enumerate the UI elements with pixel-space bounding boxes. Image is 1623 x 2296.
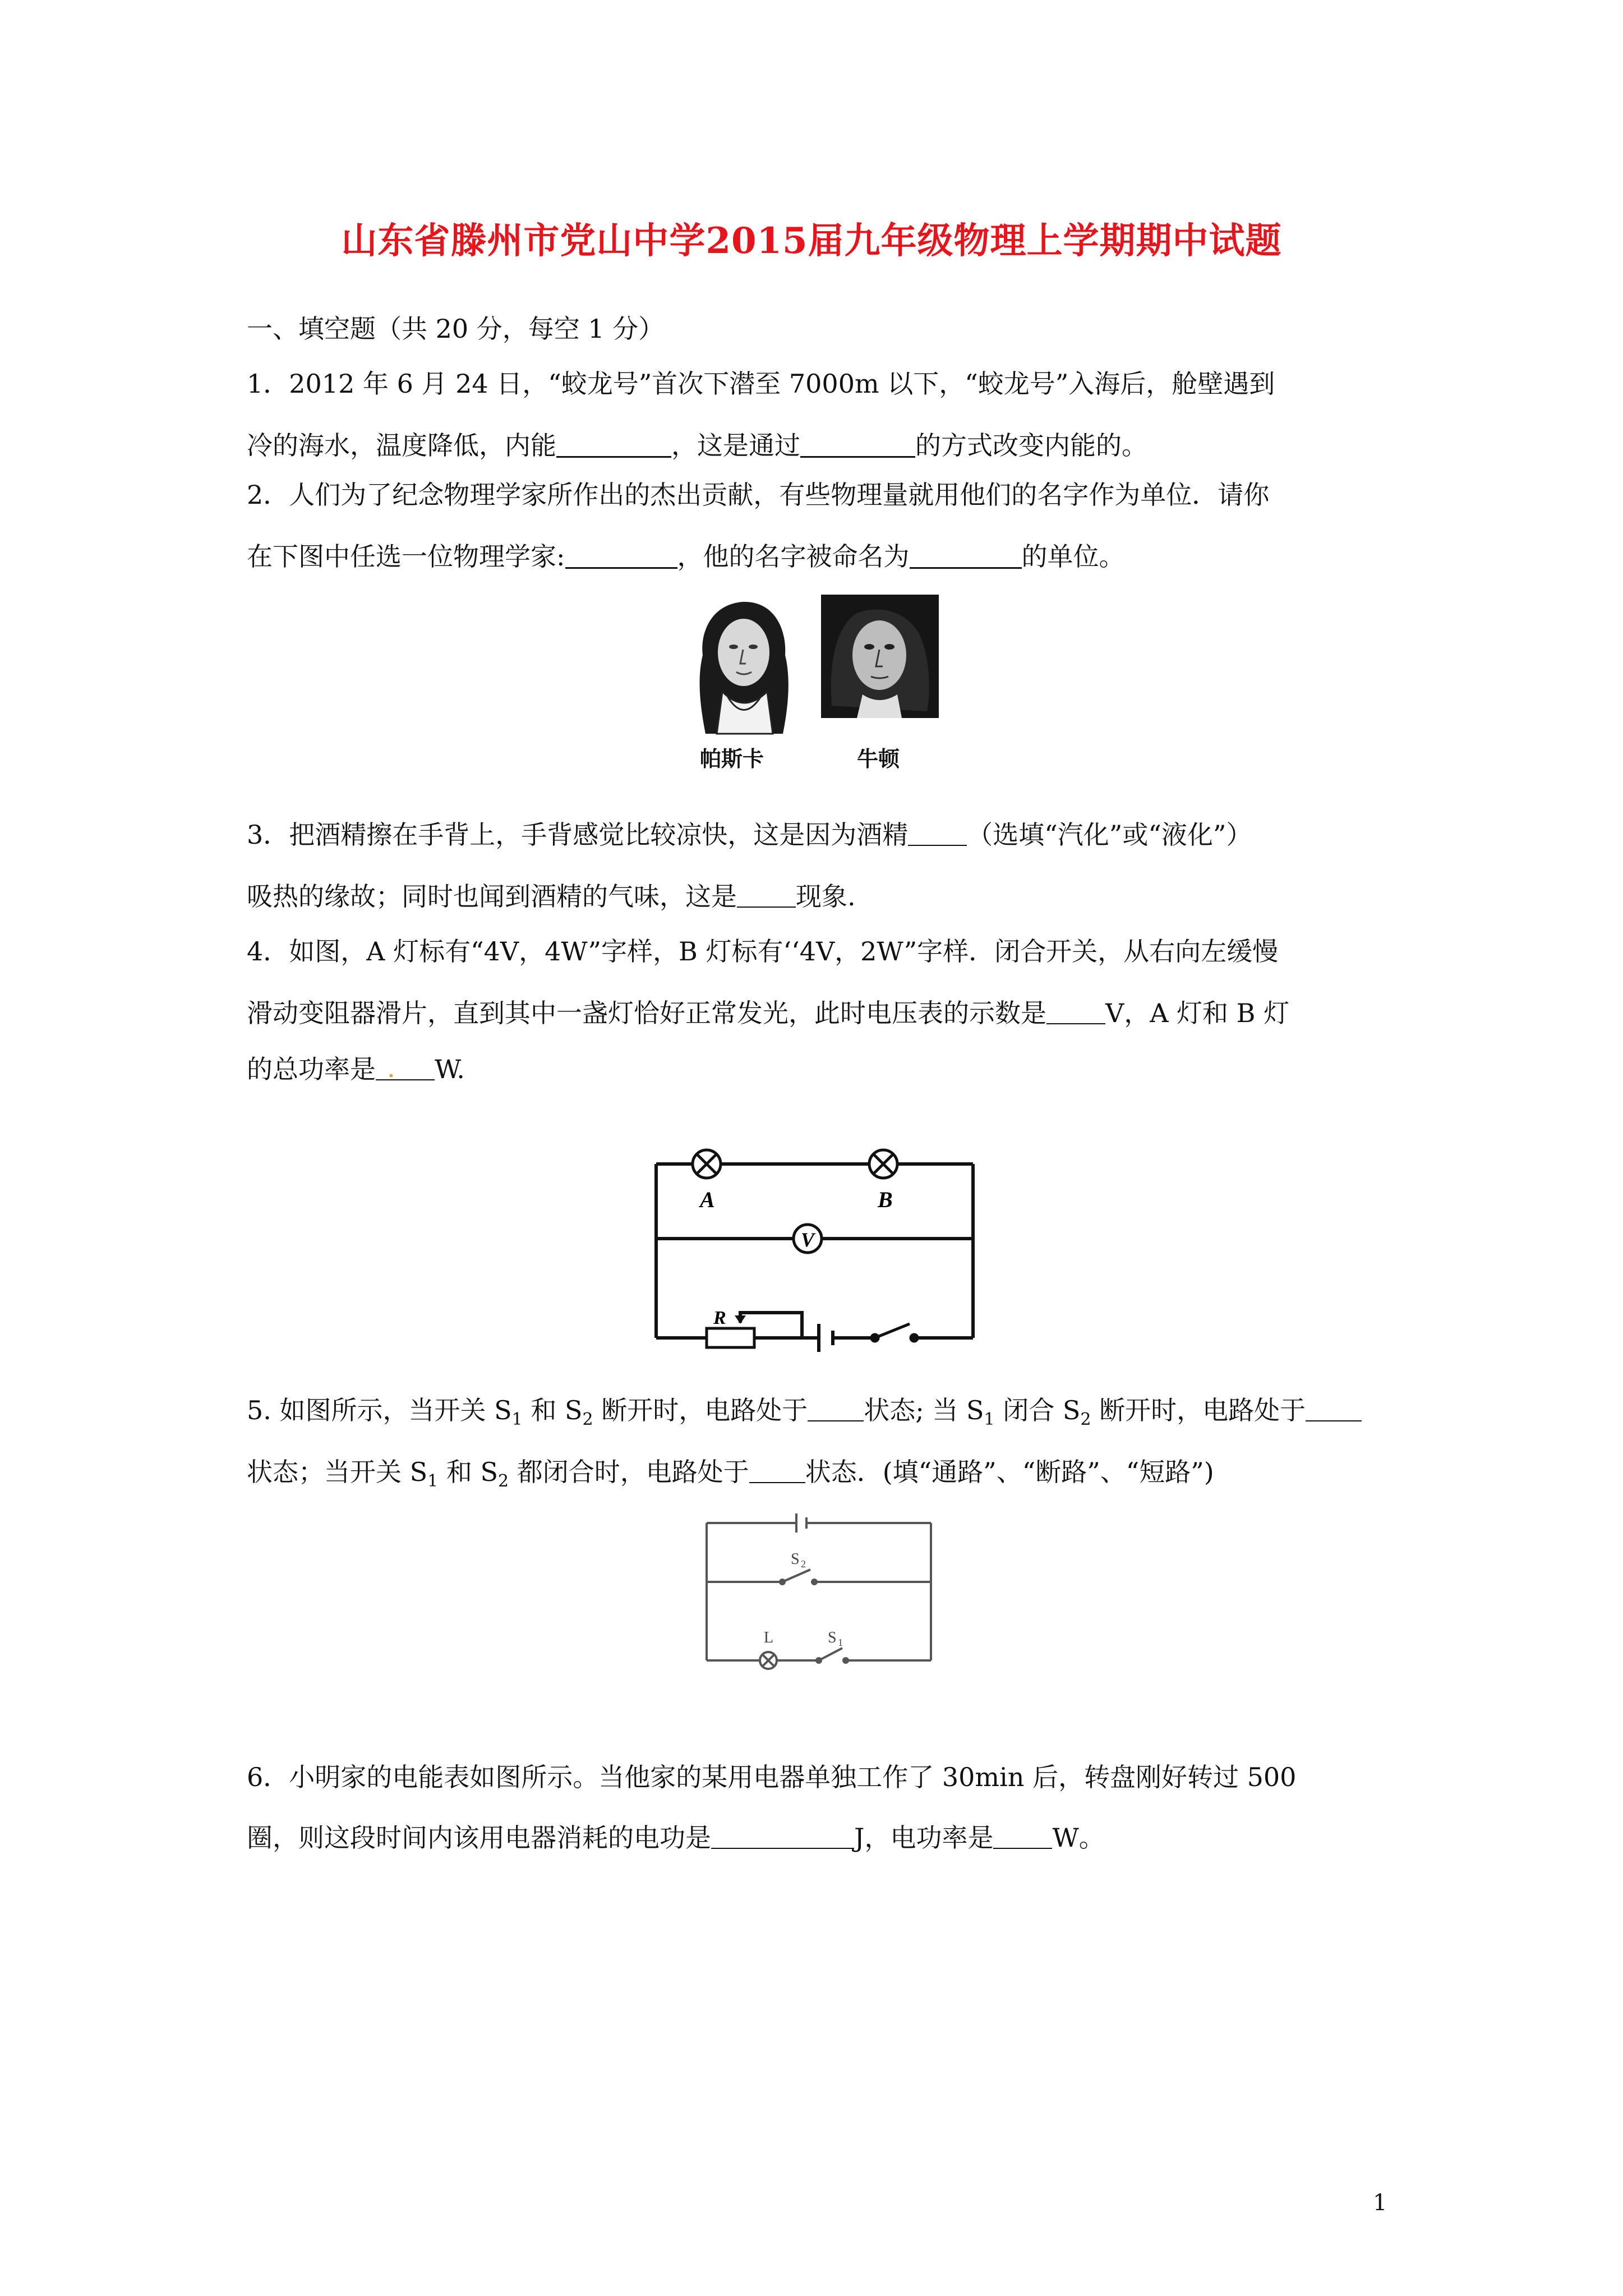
q6-text-c: W。	[1052, 1823, 1105, 1853]
q5-text-b: 和 S	[522, 1395, 583, 1425]
q5-sub-3: 1	[984, 1410, 995, 1429]
lamp-l	[760, 1652, 777, 1669]
caption-pascal: 帕斯卡	[700, 747, 764, 771]
voltmeter	[794, 1225, 822, 1253]
q1-text-a: 冷的海水，温度降低，内能	[247, 430, 556, 461]
q6-text-a: 圈，则这段时间内该用电器消耗的电功是	[247, 1823, 711, 1853]
q4-orange-dot: .	[387, 1052, 395, 1083]
rheostat-label: R	[713, 1308, 726, 1328]
q3-text-b: （选填“汽化”或“液化”）	[967, 820, 1252, 850]
question-4-line-3	[247, 1049, 465, 1086]
q5-blank-1[interactable]	[808, 1397, 864, 1421]
lamp-l-label: L	[764, 1629, 774, 1646]
q1-text-b: ，这是通过	[671, 430, 800, 461]
pascal-portrait	[691, 595, 796, 738]
q2-text-a: 在下图中任选一位物理学家:	[247, 541, 565, 572]
q3-blank-2[interactable]	[737, 884, 796, 908]
switch	[872, 1324, 917, 1341]
q4-blank-2[interactable]	[376, 1052, 435, 1083]
q5-sub-2: 2	[582, 1410, 593, 1429]
q5-text-d: 状态; 当 S	[864, 1395, 984, 1425]
battery-q5	[796, 1513, 806, 1533]
q3-text-a: 3．把酒精擦在手背上，手背感觉比较凉快，这是因为酒精	[247, 820, 909, 850]
switch-s1	[817, 1648, 848, 1663]
q1-blank-1[interactable]	[556, 430, 671, 458]
q6-text-b: J，电功率是	[854, 1823, 994, 1853]
caption-newton: 牛顿	[857, 747, 900, 771]
q5-sub-5: 1	[427, 1471, 439, 1491]
q5-sub-4: 2	[1080, 1410, 1091, 1429]
question-4-line-1: 4．如图，A 灯标有“4V，4W”字样，B 灯标有‘‘4V，2W”字样．闭合开关，从右向左缓慢	[247, 936, 1279, 967]
question-5-line-1	[247, 1390, 1362, 1429]
switch-s2	[780, 1570, 817, 1584]
q2-blank-2[interactable]	[910, 541, 1022, 569]
q3-blank-1[interactable]	[908, 822, 967, 846]
scientist-portraits	[689, 593, 947, 740]
question-1-line-1: 1．2012 年 6 月 24 日，“蛟龙号”首次下潜至 7000m 以下，“蛟龙号”入海后，舱壁遇到	[247, 369, 1275, 399]
lamp-b	[869, 1150, 897, 1178]
q4-blank-1[interactable]	[1046, 1000, 1105, 1024]
page-number: 1	[1373, 2190, 1387, 2216]
q2-text-c: 的单位。	[1021, 541, 1125, 572]
question-2-line-1: 2．人们为了纪念物理学家所作出的杰出贡献，有些物理量就用他们的名字作为单位．请你	[247, 480, 1270, 510]
question-4-line-2	[247, 993, 1289, 1030]
q2-blank-1[interactable]	[565, 541, 677, 569]
question-1-line-2	[247, 425, 1147, 462]
q5-text-j: 状态．(填“通路”、“断路”、“短路”)	[805, 1457, 1214, 1487]
q4-text-b: V，A 灯和 B 灯	[1105, 998, 1290, 1028]
question-3-line-2	[247, 876, 856, 913]
q5-text-f: 断开时，电路处于	[1091, 1395, 1306, 1425]
q5-sub-1: 1	[511, 1410, 523, 1429]
question-2-line-2	[247, 536, 1125, 573]
q4-text-d: W.	[435, 1054, 465, 1084]
question-6-line-2	[247, 1818, 1105, 1855]
q1-blank-2[interactable]	[800, 430, 915, 458]
lamp-a	[693, 1150, 721, 1178]
q5-text-c: 断开时，电路处于	[593, 1395, 808, 1425]
q4-text-c: 的总功率是	[247, 1054, 376, 1084]
s2-sub: 2	[801, 1558, 806, 1570]
newton-portrait	[821, 595, 939, 718]
question-6-line-1: 6．小明家的电能表如图所示。当他家的某用电器单独工作了 30min 后，转盘刚好转过 500	[247, 1762, 1297, 1792]
voltmeter-label: V	[800, 1228, 815, 1251]
s1-sub: 1	[838, 1637, 843, 1648]
s2-label: S	[791, 1550, 800, 1568]
question-5-line-2	[247, 1452, 1214, 1491]
circuit-diagram-q5	[695, 1509, 942, 1677]
q5-sub-6: 2	[498, 1471, 509, 1491]
q5-blank-2[interactable]	[1306, 1397, 1362, 1421]
battery	[819, 1324, 833, 1352]
q5-text-a: 5. 如图所示，当开关 S	[247, 1395, 512, 1425]
page-title: 山东省滕州市党山中学2015届九年级物理上学期期中试题	[341, 220, 1282, 262]
q5-text-i: 都闭合时，电路处于	[509, 1457, 749, 1487]
q3-text-c: 吸热的缘故；同时也闻到酒精的气味，这是	[247, 881, 737, 912]
q5-text-g: 状态；当开关 S	[247, 1457, 428, 1487]
section-heading: 一、填空题（共 20 分，每空 1 分）	[247, 314, 665, 344]
q6-blank-2[interactable]	[993, 1825, 1052, 1849]
lamp-b-label: B	[878, 1187, 893, 1212]
circuit-diagram-q4	[651, 1139, 987, 1352]
q5-text-h: 和 S	[438, 1457, 498, 1487]
q5-text-e: 闭合 S	[994, 1395, 1081, 1425]
s1-label: S	[828, 1629, 837, 1646]
q6-blank-1[interactable]	[711, 1825, 854, 1849]
lamp-a-label: A	[700, 1187, 715, 1212]
q5-blank-3[interactable]	[749, 1459, 805, 1483]
q4-text-a: 滑动变阻器滑片，直到其中一盏灯恰好正常发光，此时电压表的示数是	[247, 998, 1046, 1028]
q3-text-d: 现象.	[796, 881, 856, 912]
q1-text-c: 的方式改变内能的。	[915, 430, 1147, 461]
question-3-line-1	[247, 815, 1252, 852]
q2-text-b: ，他的名字被命名为	[677, 541, 910, 572]
